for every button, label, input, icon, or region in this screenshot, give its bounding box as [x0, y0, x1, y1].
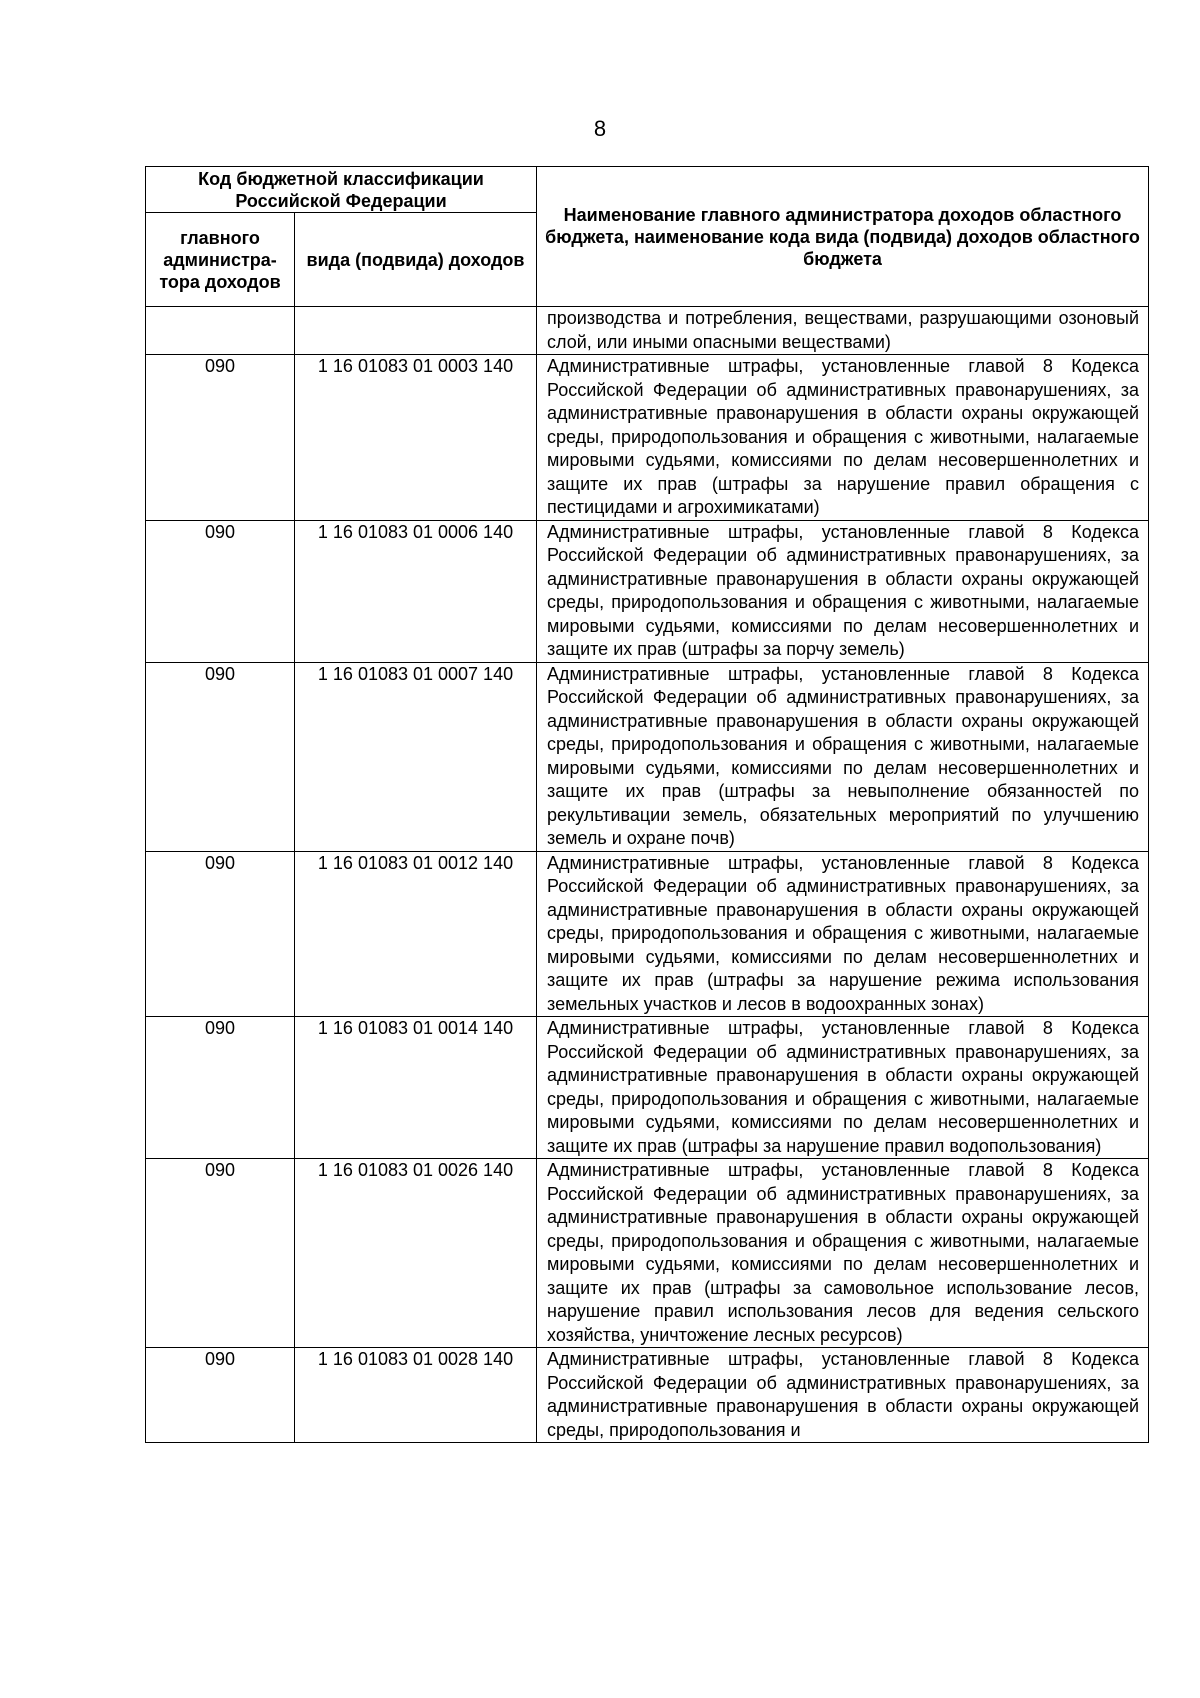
income-description-cell: Административные штрафы, установленные главой 8 Кодекса Российской Федерации об административных правонарушениях, за административные правонарушения в области охраны окружающей среды, природопользования и обращения с животными, налагаемые мировыми судьями, комиссиями по делам несовершеннолетних и защите их прав (штрафы за нарушение правил водопользования) [537, 1017, 1149, 1159]
income-code-cell: 1 16 01083 01 0026 140 [295, 1159, 537, 1348]
table-row [146, 1348, 1149, 1443]
admin-code-cell: 090 [146, 1017, 295, 1159]
header-admin: главного администра-тора доходов [146, 213, 295, 307]
income-description-cell: Административные штрафы, установленные главой 8 Кодекса Российской Федерации об административных правонарушениях, за административные правонарушения в области охраны окружающей среды, природопользования и обращения с животными, налагаемые мировыми судьями, комиссиями по делам несовершеннолетних и защите их прав (штрафы за невыполнение обязанностей по рекультивации земель, обязательных мероприятий по улучшению земель и охране почв) [537, 662, 1149, 851]
admin-code-cell: 090 [146, 662, 295, 851]
income-code-cell: 1 16 01083 01 0014 140 [295, 1017, 537, 1159]
table-row [146, 520, 1149, 662]
income-code-cell: 1 16 01083 01 0003 140 [295, 355, 537, 521]
income-code-cell [295, 307, 537, 355]
table-row [146, 307, 1149, 355]
table-body [146, 307, 1149, 1443]
admin-code-cell: 090 [146, 1348, 295, 1443]
income-description-cell: Административные штрафы, установленные главой 8 Кодекса Российской Федерации об административных правонарушениях, за административные правонарушения в области охраны окружающей среды, природопользования и [537, 1348, 1149, 1443]
budget-classification-table [145, 166, 1149, 1443]
page-number: 8 [593, 116, 607, 141]
income-description-cell: производства и потребления, веществами, разрушающими озоновый слой, или иными опасными веществами) [537, 307, 1149, 355]
admin-code-cell [146, 307, 295, 355]
header-kbk: Код бюджетной классификации Российской Федерации [146, 167, 537, 213]
admin-code-cell: 090 [146, 851, 295, 1017]
admin-code-cell: 090 [146, 1159, 295, 1348]
table-row [146, 1017, 1149, 1159]
table-header [146, 167, 1149, 307]
table-row [146, 355, 1149, 521]
income-description-cell: Административные штрафы, установленные главой 8 Кодекса Российской Федерации об административных правонарушениях, за административные правонарушения в области охраны окружающей среды, природопользования и обращения с животными, налагаемые мировыми судьями, комиссиями по делам несовершеннолетних и защите их прав (штрафы за порчу земель) [537, 520, 1149, 662]
income-code-cell: 1 16 01083 01 0006 140 [295, 520, 537, 662]
admin-code-cell: 090 [146, 520, 295, 662]
income-code-cell: 1 16 01083 01 0007 140 [295, 662, 537, 851]
admin-code-cell: 090 [146, 355, 295, 521]
income-description-cell: Административные штрафы, установленные главой 8 Кодекса Российской Федерации об административных правонарушениях, за административные правонарушения в области охраны окружающей среды, природопользования и обращения с животными, налагаемые мировыми судьями, комиссиями по делам несовершеннолетних и защите их прав (штрафы за нарушение режима использования земельных участков и лесов в водоохранных зонах) [537, 851, 1149, 1017]
income-code-cell: 1 16 01083 01 0012 140 [295, 851, 537, 1017]
header-code: вида (подвида) доходов [295, 213, 537, 307]
table-row [146, 1159, 1149, 1348]
income-description-cell: Административные штрафы, установленные главой 8 Кодекса Российской Федерации об административных правонарушениях, за административные правонарушения в области охраны окружающей среды, природопользования и обращения с животными, налагаемые мировыми судьями, комиссиями по делам несовершеннолетних и защите их прав (штрафы за нарушение правил обращения с пестицидами и агрохимикатами) [537, 355, 1149, 521]
income-code-cell: 1 16 01083 01 0028 140 [295, 1348, 537, 1443]
table-row [146, 662, 1149, 851]
header-name: Наименование главного администратора доходов областного бюджета, наименование кода вида (подвида) доходов областного бюджета [537, 167, 1149, 307]
table-row [146, 851, 1149, 1017]
income-description-cell: Административные штрафы, установленные главой 8 Кодекса Российской Федерации об административных правонарушениях, за административные правонарушения в области охраны окружающей среды, природопользования и обращения с животными, налагаемые мировыми судьями, комиссиями по делам несовершеннолетних и защите их прав (штрафы за самовольное использование лесов, нарушение правил использования лесов для ведения сельского хозяйства, уничтожение лесных ресурсов) [537, 1159, 1149, 1348]
